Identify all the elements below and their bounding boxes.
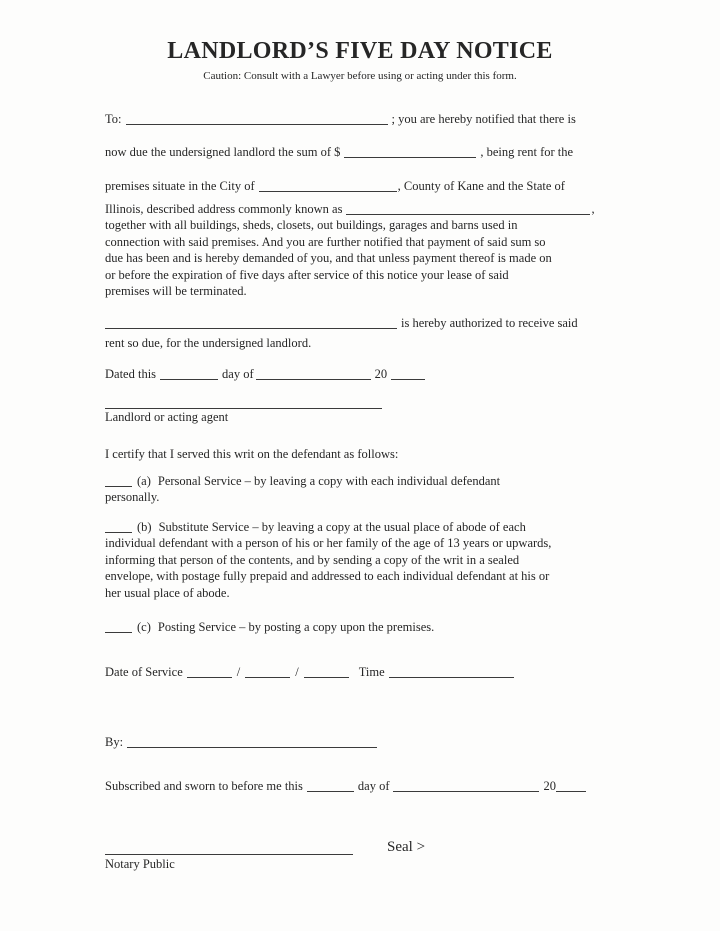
body-line: due has been and is hereby demanded of you, and that unless payment thereof is made on bbox=[105, 251, 552, 266]
city-blank bbox=[259, 179, 397, 192]
dated-month-blank bbox=[256, 367, 371, 380]
notary-block bbox=[105, 840, 619, 872]
to-label: To: bbox=[105, 112, 122, 126]
caution-note: Caution: Consult with a Lawyer before using or acting under this form. bbox=[203, 70, 517, 82]
notice-opening-paragraph bbox=[105, 103, 619, 203]
service-date-blank-3 bbox=[304, 665, 349, 678]
by-line bbox=[105, 734, 619, 750]
authorization-paragraph bbox=[105, 313, 619, 353]
dated-year-text: 20 bbox=[374, 367, 388, 381]
by-blank bbox=[127, 735, 377, 748]
time-label: Time bbox=[358, 665, 385, 679]
seal-label: Seal > bbox=[387, 839, 426, 855]
body-line: together with all buildings, sheds, closets, out buildings, garages and barns used in bbox=[105, 218, 518, 233]
item-b-line3: informing that person of the contents, and by sending a copy of the writ in a sealed bbox=[105, 552, 520, 567]
sworn-month-blank bbox=[393, 779, 539, 792]
service-a-checkblank bbox=[105, 474, 132, 487]
date-of-service-line bbox=[105, 664, 619, 680]
city-line bbox=[105, 170, 619, 203]
sum-prefix-text: now due the undersigned landlord the sum of $ bbox=[105, 145, 341, 160]
address-line bbox=[105, 201, 619, 217]
item-b-line5: her usual place of abode. bbox=[105, 585, 230, 600]
dated-day-blank bbox=[160, 367, 218, 380]
sworn-dayof-text: day of bbox=[357, 779, 390, 793]
item-b-text: Substitute Service – by leaving a copy at the usual place of abode of each bbox=[158, 520, 526, 534]
sworn-year-blank bbox=[556, 779, 586, 792]
certification-intro: I certify that I served this writ on the defendant as follows: bbox=[105, 447, 399, 461]
authorization-suffix-text: is hereby authorized to receive said bbox=[401, 316, 578, 330]
city-suffix-text: , County of Kane and the State of bbox=[397, 178, 565, 193]
sworn-prefix-text: Subscribed and sworn to before me this bbox=[105, 779, 303, 793]
premises-description-paragraph bbox=[105, 201, 619, 299]
item-b-key: (b) bbox=[137, 520, 152, 534]
date-slash: / bbox=[236, 665, 241, 679]
address-prefix-text: Illinois, described address commonly known as bbox=[105, 202, 343, 216]
sworn-year-text: 20 bbox=[543, 779, 556, 793]
dated-dayof-text: day of bbox=[222, 367, 254, 381]
item-c-text: Posting Service – by posting a copy upon the premises. bbox=[157, 620, 435, 634]
landlord-signature-line bbox=[105, 395, 382, 409]
certification-item-a bbox=[105, 473, 619, 506]
item-a-key: (a) bbox=[137, 474, 151, 488]
sum-suffix-text: , being rent for the bbox=[480, 145, 574, 160]
amount-blank bbox=[344, 145, 476, 158]
service-c-checkblank bbox=[105, 620, 132, 633]
to-line bbox=[105, 103, 619, 136]
subscribed-sworn-line bbox=[105, 778, 619, 794]
city-prefix-text: premises situate in the City of bbox=[105, 178, 255, 193]
sum-line bbox=[105, 136, 619, 169]
to-suffix-text: ; you are hereby notified that there is bbox=[391, 112, 576, 126]
service-date-blank-2 bbox=[245, 665, 290, 678]
authorized-party-line bbox=[105, 313, 619, 333]
item-a-line1 bbox=[105, 473, 619, 489]
notary-public-label: Notary Public bbox=[105, 857, 175, 871]
to-blank bbox=[126, 112, 388, 125]
date-slash: / bbox=[295, 665, 299, 679]
landlord-signature-block bbox=[105, 395, 619, 425]
notary-signature-line bbox=[105, 841, 353, 855]
dated-line bbox=[105, 366, 619, 382]
service-date-blank-1 bbox=[187, 665, 232, 678]
item-b-line1 bbox=[105, 519, 619, 535]
dated-year-blank bbox=[391, 367, 425, 380]
by-label: By: bbox=[105, 735, 124, 749]
sworn-day-blank bbox=[307, 779, 354, 792]
item-b-line4: envelope, with postage fully prepaid and addressed to each individual defendant at his or bbox=[105, 569, 550, 584]
body-line: connection with said premises. And you are further notified that payment of said sum so bbox=[105, 234, 546, 249]
time-blank bbox=[389, 665, 514, 678]
item-a-line2: personally. bbox=[105, 490, 160, 505]
item-c-line1 bbox=[105, 619, 619, 635]
landlord-signature-label: Landlord or acting agent bbox=[105, 410, 229, 424]
body-line: or before the expiration of five days after service of this notice your lease of said bbox=[105, 267, 509, 282]
item-b-line2: individual defendant with a person of his or her family of the age of 13 years or upwards, bbox=[105, 536, 552, 551]
address-blank bbox=[346, 202, 590, 215]
body-line: premises will be terminated. bbox=[105, 284, 247, 299]
notary-signature-row bbox=[105, 840, 619, 855]
item-c-key: (c) bbox=[137, 620, 151, 634]
authorized-party-blank bbox=[105, 316, 397, 329]
certification-item-b bbox=[105, 519, 619, 601]
document-title: LANDLORD’S FIVE DAY NOTICE bbox=[167, 38, 553, 64]
address-suffix-text: , bbox=[591, 202, 595, 216]
authorization-line2: rent so due, for the undersigned landlord. bbox=[105, 336, 312, 350]
dated-prefix-text: Dated this bbox=[105, 367, 157, 381]
date-of-service-label: Date of Service bbox=[105, 665, 183, 679]
service-b-checkblank bbox=[105, 520, 132, 533]
certification-item-c bbox=[105, 619, 619, 635]
item-a-text: Personal Service – by leaving a copy with each individual defendant bbox=[157, 474, 501, 488]
